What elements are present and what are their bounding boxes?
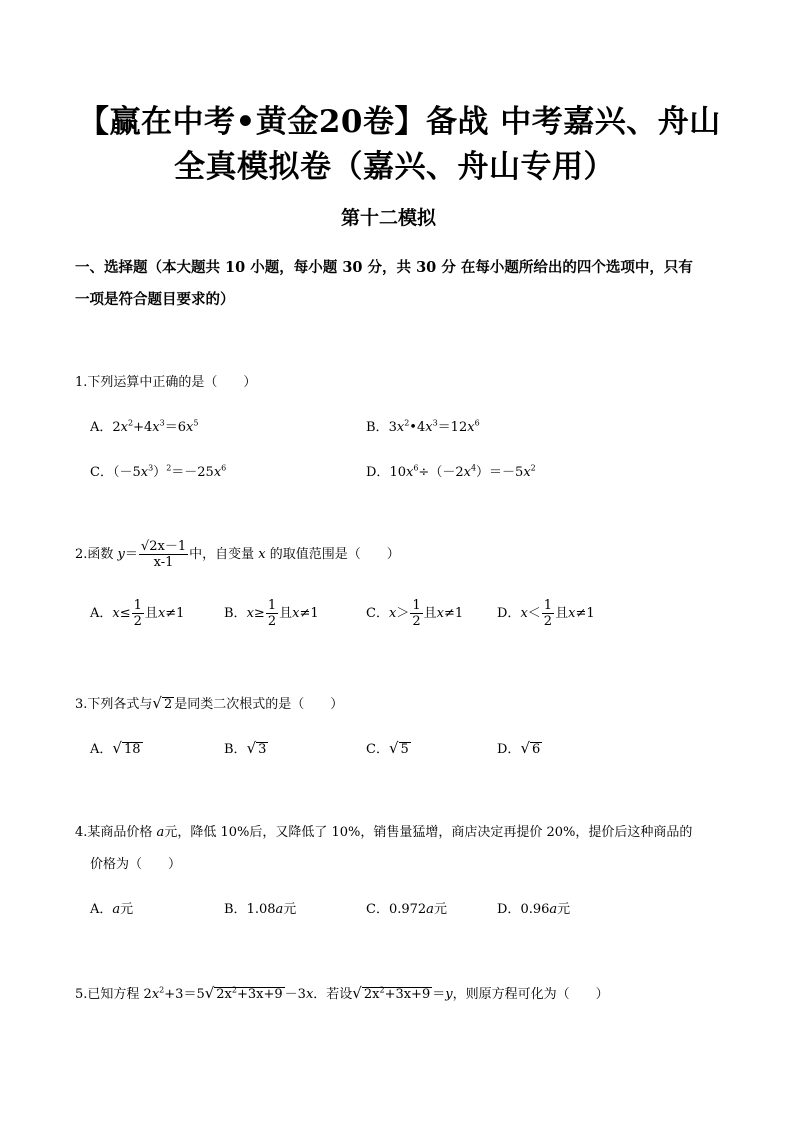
q2-d-label: D． — [497, 606, 521, 621]
q2-radicand: 2x－1 — [149, 539, 187, 554]
q2-c-label: C． — [366, 606, 389, 621]
q4-a-label: A． — [90, 902, 113, 917]
q3-stem: 3.下列各式与√ 2 是同类二次根式的是（ ） — [75, 694, 344, 712]
q4-d-var: a — [549, 902, 558, 917]
q2-b-half-num: 1 — [267, 598, 277, 613]
q2-denominator: x-1 — [153, 555, 174, 570]
q5-stem: 5.已知方程 $2x^2+3=5√$ $2x^2+3x+9 -3x$．若设√ $2x^2+3x+9 =y$，则原方程可化为（ ） — [75, 984, 609, 1002]
q2-var-y: y — [117, 547, 125, 562]
q5-dot: ．若设 — [313, 987, 353, 1002]
q3-b-label: B． — [224, 742, 247, 757]
q4-c-var: a — [426, 902, 434, 917]
q2-d-ne1: ≠1 — [575, 606, 595, 621]
q4-b-yuan: 元 — [283, 902, 297, 917]
q2-a-half-num: 1 — [133, 598, 142, 613]
q2-b-half-den: 2 — [267, 614, 277, 629]
q1-c-label: C． — [90, 465, 113, 480]
q3-d-label: D． — [497, 742, 521, 757]
q2-stem — [75, 539, 400, 570]
q4-a-yuan: 元 — [120, 902, 134, 917]
q2-d-half-den: 2 — [543, 614, 553, 629]
q4-b-num: 1.08 — [246, 902, 276, 917]
page-title-line1: 【赢在中考•黄金20卷】备战 中考嘉兴、舟山 — [78, 104, 721, 140]
q2-b-ne1: ≠1 — [299, 606, 319, 621]
q4-d-num: 0.96 — [520, 902, 550, 917]
q2-a-qie: 且 — [144, 606, 158, 621]
q2-a-label: A． — [90, 606, 113, 621]
q2-c-qie: 且 — [423, 606, 437, 621]
q2-a-half-den: 2 — [133, 614, 142, 629]
q3-option-d: D．√ 6 — [497, 739, 541, 757]
q4-c-num: 0.972 — [388, 902, 427, 917]
q5-minus: －3 — [284, 987, 306, 1002]
q2-eq: ＝ — [124, 547, 138, 562]
q4-d-label: D． — [497, 902, 521, 917]
q2-option-b: B．x≥ $\frac{1}{2}$ 且x≠1 — [224, 598, 319, 629]
q2-a-ne1: ≠1 — [165, 606, 185, 621]
q4-b-label: B． — [224, 902, 247, 917]
q2-option-c: C．x＞ $\frac{1}{2}$ 且x≠1 — [366, 598, 464, 629]
q4-c-label: C． — [366, 902, 389, 917]
q5-radicand-b2: +3x+9 — [384, 987, 431, 1002]
q3-d-value: 6 — [532, 742, 541, 757]
q4-option-a — [90, 898, 133, 917]
q4-option-c — [366, 898, 447, 917]
q5-radicand-b1: +3x+9 — [236, 987, 283, 1002]
q2-c-half-den: 2 — [412, 614, 421, 629]
q5-radicand-a1: 2x — [216, 987, 232, 1002]
q2-b-label: B． — [224, 606, 247, 621]
q3-root: 2 — [163, 697, 173, 712]
q5-suffix: ，则原方程可化为（ ） — [452, 987, 609, 1002]
q1-d-label: D． — [366, 465, 390, 480]
section-heading-line2: 一项是符合题目要求的） — [75, 291, 235, 308]
q1-option-a: A．$2x^2+4x^3=6x^5$ — [90, 418, 199, 435]
q2-option-a: A．x≤ $\frac{1}{2}$ 且x≠1 — [90, 598, 185, 629]
q2-d-half-num: 1 — [543, 598, 553, 613]
q2-suffix-a: 中，自变量 — [189, 547, 259, 562]
q4-c-yuan: 元 — [433, 902, 447, 917]
q4-stem-a: 4.某商品价格 — [75, 825, 157, 840]
q2-c-ne1: ≠1 — [443, 606, 464, 621]
q1-option-b: B．$3x^2•4x^3=12x^6$ — [366, 418, 480, 435]
q3-option-a: A．√ 18 — [90, 739, 141, 757]
q4-var-a: a — [156, 825, 165, 840]
q3-option-c: C．√ 5 — [366, 739, 409, 757]
q4-b-var: a — [275, 902, 284, 917]
q5-var-y: y — [445, 987, 453, 1002]
q5-prefix: 5.已知方程 — [75, 987, 144, 1002]
q2-c-half-num: 1 — [412, 598, 421, 613]
q3-c-label: C． — [366, 742, 389, 757]
q2-option-d: D．x＜ $\frac{1}{2}$ 且x≠1 — [497, 598, 595, 629]
q1-a-label: A． — [90, 420, 113, 435]
q1-option-d: D．$10x^6\div(-2x^4)=-5x^2$ — [366, 463, 536, 480]
q3-option-b: B．√ 3 — [224, 739, 267, 757]
section-heading-line1: 一、选择题（本大题共 10 小题，每小题 30 分，共 30 分 在每小题所给出的四个选项中，只有 — [75, 259, 693, 276]
q4-a-var: a — [112, 902, 121, 917]
q1-option-c: C．$(-5x^3)^2=-25x^6$ — [90, 463, 227, 480]
q3-a-label: A． — [90, 742, 113, 757]
q2-b-qie: 且 — [279, 606, 293, 621]
q4-stem-line1 — [75, 821, 692, 840]
q4-d-yuan: 元 — [557, 902, 571, 917]
q4-option-d — [497, 898, 570, 917]
q2-var-x: x — [258, 547, 266, 562]
q4-stem-b: 元，降低 10%后，又降低了 10%，销售量猛增，商店决定再提价 20%，提价后这种商品的 — [164, 825, 693, 840]
q3-prefix: 3.下列各式与 — [75, 697, 153, 712]
q2-fraction: $\frac{√2x-1}{x-1}$ — [140, 539, 187, 570]
q2-prefix: 2.函数 — [75, 547, 118, 562]
page-title-line2: 全真模拟卷（嘉兴、舟山专用） — [174, 149, 615, 185]
q5-eq: ＝ — [432, 987, 446, 1002]
q5-mid: ＝5 — [183, 987, 205, 1002]
q3-a-value: 18 — [123, 742, 141, 757]
q1-b-label: B． — [366, 420, 389, 435]
q4-stem-line2: 价格为（ ） — [90, 857, 182, 872]
q3-c-value: 5 — [400, 742, 409, 757]
q1-stem: 1.下列运算中正确的是（ ） — [75, 375, 257, 390]
q2-d-qie: 且 — [555, 606, 569, 621]
q2-suffix-b: 的取值范围是（ ） — [265, 547, 400, 562]
q4-option-b — [224, 898, 296, 917]
page-subtitle: 第十二模拟 — [341, 207, 437, 229]
q5-radicand-a2: 2x — [363, 987, 380, 1002]
q3-b-value: 3 — [258, 742, 267, 757]
q3-suffix: 是同类二次根式的是（ ） — [174, 697, 344, 712]
